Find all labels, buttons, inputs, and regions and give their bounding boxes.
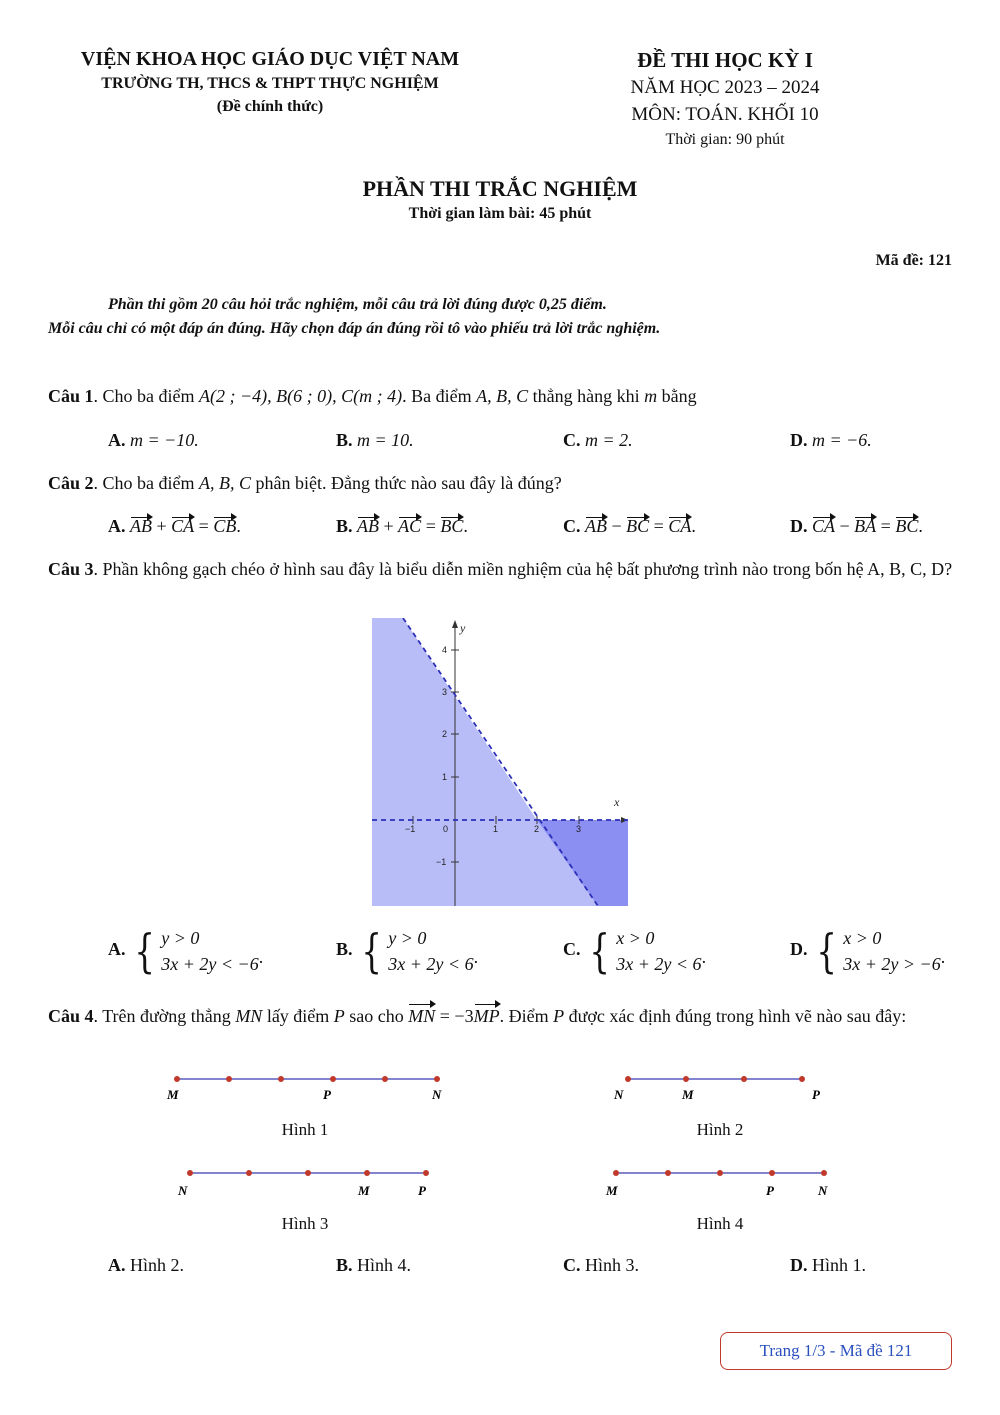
question-text: . Phần không gạch chéo ở hình sau đây là biểu diễn miền nghiệm của hệ bất phương trình nào trong bốn hệ A, B, C, D?	[93, 559, 953, 579]
x-tick-label: −1	[405, 824, 416, 834]
instruction-line-1: Phần thi gồm 20 câu hỏi trắc nghiệm, mỗi câu trả lời đúng được 0,25 điểm.	[108, 296, 607, 313]
option-letter: A.	[108, 516, 126, 536]
option-value: Hình 4.	[357, 1255, 412, 1275]
option-letter: A.	[108, 1255, 126, 1275]
y-tick-label: −1	[436, 857, 447, 867]
exam-code: Mã đề: 121	[875, 252, 952, 269]
option-letter: D.	[790, 430, 808, 450]
inequality-system	[388, 925, 473, 977]
option-value: Hình 3.	[585, 1255, 639, 1275]
question-text: sao cho	[344, 1006, 409, 1026]
period: .	[701, 947, 707, 968]
point-label: P	[812, 1087, 820, 1102]
question-2	[48, 470, 958, 496]
q4-option-d[interactable]	[790, 1255, 866, 1276]
operator: −	[835, 516, 855, 536]
points-names: A, B, C	[476, 386, 529, 406]
option-letter: B.	[336, 516, 353, 536]
option-letter: C.	[563, 1255, 581, 1275]
option-letter: D.	[790, 1255, 808, 1275]
option-value: Hình 2.	[130, 1255, 184, 1275]
solution-region-graph	[372, 618, 628, 906]
period: .	[691, 516, 696, 536]
point-name: P	[553, 1006, 565, 1026]
option-value: m = 2.	[585, 430, 633, 450]
institute-name: VIỆN KHOA HỌC GIÁO DỤC VIỆT NAM	[80, 48, 460, 70]
point-label: N	[432, 1087, 442, 1102]
vector: BC	[626, 516, 650, 536]
question-3	[48, 556, 958, 582]
y-axis-label: y	[460, 621, 466, 635]
q1-option-a[interactable]	[108, 430, 199, 451]
exam-title: ĐỀ THI HỌC KỲ I	[637, 48, 813, 72]
vector: MP	[474, 1003, 500, 1029]
operator: =	[876, 516, 896, 536]
period: .	[473, 947, 479, 968]
point-label: N	[614, 1087, 624, 1102]
vector: AB	[130, 516, 152, 536]
y-tick-label: 3	[442, 687, 448, 697]
q2-option-c[interactable]	[563, 516, 696, 537]
section-title: PHẦN THI TRẮC NGHIỆM	[362, 176, 638, 201]
figure-1-caption: Hình 1	[281, 1120, 329, 1139]
x-axis-label: x	[614, 795, 620, 809]
vector: AB	[357, 516, 380, 536]
vector: AB	[585, 516, 607, 536]
q1-option-d[interactable]	[790, 430, 872, 451]
figure-2	[600, 1068, 840, 1108]
inequality-line: 3x + 2y < 6	[616, 954, 702, 974]
brace-icon: {	[816, 924, 837, 978]
vector: BA	[854, 516, 877, 536]
inequality-line: 3x + 2y > −6	[843, 954, 941, 974]
question-label: Câu 1	[48, 386, 94, 406]
inequality-line: 3x + 2y < 6	[388, 954, 474, 974]
vector: AC	[398, 516, 422, 536]
question-text: . Cho ba điểm	[93, 386, 200, 406]
inequality-system	[616, 925, 701, 977]
point-label: N	[178, 1183, 188, 1198]
point-label: M	[606, 1183, 618, 1198]
question-text: . Ba điểm	[402, 386, 477, 406]
x-tick-label: 1	[493, 824, 499, 834]
question-text: lấy điểm	[262, 1006, 334, 1026]
school-year: NĂM HỌC 2023 – 2024	[630, 77, 820, 98]
question-4	[48, 1003, 958, 1029]
vector: CB	[213, 516, 237, 536]
inequality-line: y > 0	[388, 928, 427, 948]
points-expression: A(2 ; −4), B(6 ; 0), C(m ; 4)	[199, 386, 403, 406]
y-tick-label: 4	[442, 645, 448, 655]
q3-option-a[interactable]	[108, 925, 263, 977]
vector: CA	[812, 516, 836, 536]
question-label: Câu 4	[48, 1006, 94, 1026]
brace-icon: {	[134, 924, 155, 978]
option-value: m = −6.	[812, 430, 872, 450]
operator: =	[421, 516, 441, 536]
option-letter: C.	[563, 516, 581, 536]
question-text: phân biệt. Đẳng thức nào sau đây là đúng?	[251, 473, 562, 493]
x-tick-label: 3	[576, 824, 582, 834]
q1-option-b[interactable]	[336, 430, 414, 451]
option-value: m = −10.	[130, 430, 199, 450]
vector: CA	[171, 516, 195, 536]
question-text: . Trên đường thẳng	[93, 1006, 236, 1026]
question-1	[48, 383, 958, 409]
period: .	[940, 947, 946, 968]
section-time: Thời gian làm bài: 45 phút	[408, 205, 592, 222]
official-note: (Đề chính thức)	[216, 98, 324, 115]
figure-4	[598, 1162, 848, 1202]
vector: CA	[668, 516, 692, 536]
point-label: M	[167, 1087, 179, 1102]
q2-option-d[interactable]	[790, 516, 923, 537]
instruction-line-2: Mỗi câu chỉ có một đáp án đúng. Hãy chọn đáp án đúng rồi tô vào phiếu trả lời trắc nghiệm.	[48, 320, 661, 337]
operator: =	[649, 516, 669, 536]
point-label: M	[358, 1183, 370, 1198]
option-value: Hình 1.	[812, 1255, 866, 1275]
point-label: P	[323, 1087, 331, 1102]
operator: −	[607, 516, 627, 536]
operator: +	[152, 516, 172, 536]
q4-option-c[interactable]	[563, 1255, 639, 1276]
point-label: M	[682, 1087, 694, 1102]
option-letter: B.	[336, 1255, 353, 1275]
vector: BC	[440, 516, 464, 536]
option-letter: B.	[336, 430, 353, 450]
points-names: A, B, C	[199, 473, 252, 493]
question-label: Câu 2	[48, 473, 94, 493]
figure-4-caption: Hình 4	[696, 1214, 744, 1233]
question-text: . Cho ba điểm	[93, 473, 200, 493]
operator: +	[379, 516, 399, 536]
inequality-line: y > 0	[161, 928, 200, 948]
period: .	[463, 516, 468, 536]
line-name: MN	[235, 1006, 263, 1026]
question-label: Câu 3	[48, 559, 94, 579]
option-letter: C.	[563, 430, 581, 450]
question-text: thẳng hàng khi	[528, 386, 645, 406]
y-tick-label: 1	[442, 772, 448, 782]
option-letter: B.	[336, 939, 353, 960]
period: .	[258, 947, 264, 968]
figure-2-caption: Hình 2	[696, 1120, 744, 1139]
school-name: TRƯỜNG TH, THCS & THPT THỰC NGHIỆM	[101, 75, 439, 92]
question-text: . Điểm	[499, 1006, 554, 1026]
inequality-system	[843, 925, 940, 977]
vector: MN	[408, 1003, 435, 1029]
parameter-m: m	[644, 386, 658, 406]
figure-3-caption: Hình 3	[281, 1214, 329, 1233]
q3-option-d[interactable]	[790, 925, 945, 977]
option-letter: D.	[790, 516, 808, 536]
question-text: bằng	[657, 386, 697, 406]
exam-duration: Thời gian: 90 phút	[665, 131, 785, 148]
point-name: P	[333, 1006, 345, 1026]
inequality-line: x > 0	[616, 928, 655, 948]
q4-option-b[interactable]	[336, 1255, 411, 1276]
q3-option-c[interactable]	[563, 925, 706, 977]
option-value: m = 10.	[357, 430, 414, 450]
figure-3	[160, 1162, 450, 1202]
inequality-line: 3x + 2y < −6	[161, 954, 259, 974]
period: .	[918, 516, 923, 536]
question-text: được xác định đúng trong hình vẽ nào sau đây:	[564, 1006, 907, 1026]
q2-option-a[interactable]	[108, 516, 241, 537]
q1-option-c[interactable]	[563, 430, 633, 451]
subject: MÔN: TOÁN. KHỐI 10	[631, 104, 819, 125]
page-footer: Trang 1/3 - Mã đề 121	[720, 1332, 952, 1370]
q2-option-b[interactable]	[336, 516, 468, 537]
figure-1	[150, 1068, 460, 1108]
option-letter: D.	[790, 939, 808, 960]
operator: =	[194, 516, 214, 536]
vector: BC	[895, 516, 919, 536]
inequality-system	[161, 925, 258, 977]
equation-operator: = −3	[435, 1006, 474, 1026]
q4-option-a[interactable]	[108, 1255, 184, 1276]
point-label: P	[418, 1183, 426, 1198]
option-letter: C.	[563, 939, 581, 960]
option-letter: A.	[108, 939, 126, 960]
inequality-line: x > 0	[843, 928, 882, 948]
x-tick-label: 0	[443, 824, 449, 834]
brace-icon: {	[589, 924, 610, 978]
brace-icon: {	[361, 924, 382, 978]
q3-option-b[interactable]	[336, 925, 478, 977]
x-tick-label: 2	[534, 824, 540, 834]
y-tick-label: 2	[442, 729, 448, 739]
point-label: P	[766, 1183, 774, 1198]
period: .	[236, 516, 241, 536]
option-letter: A.	[108, 430, 126, 450]
point-label: N	[818, 1183, 828, 1198]
